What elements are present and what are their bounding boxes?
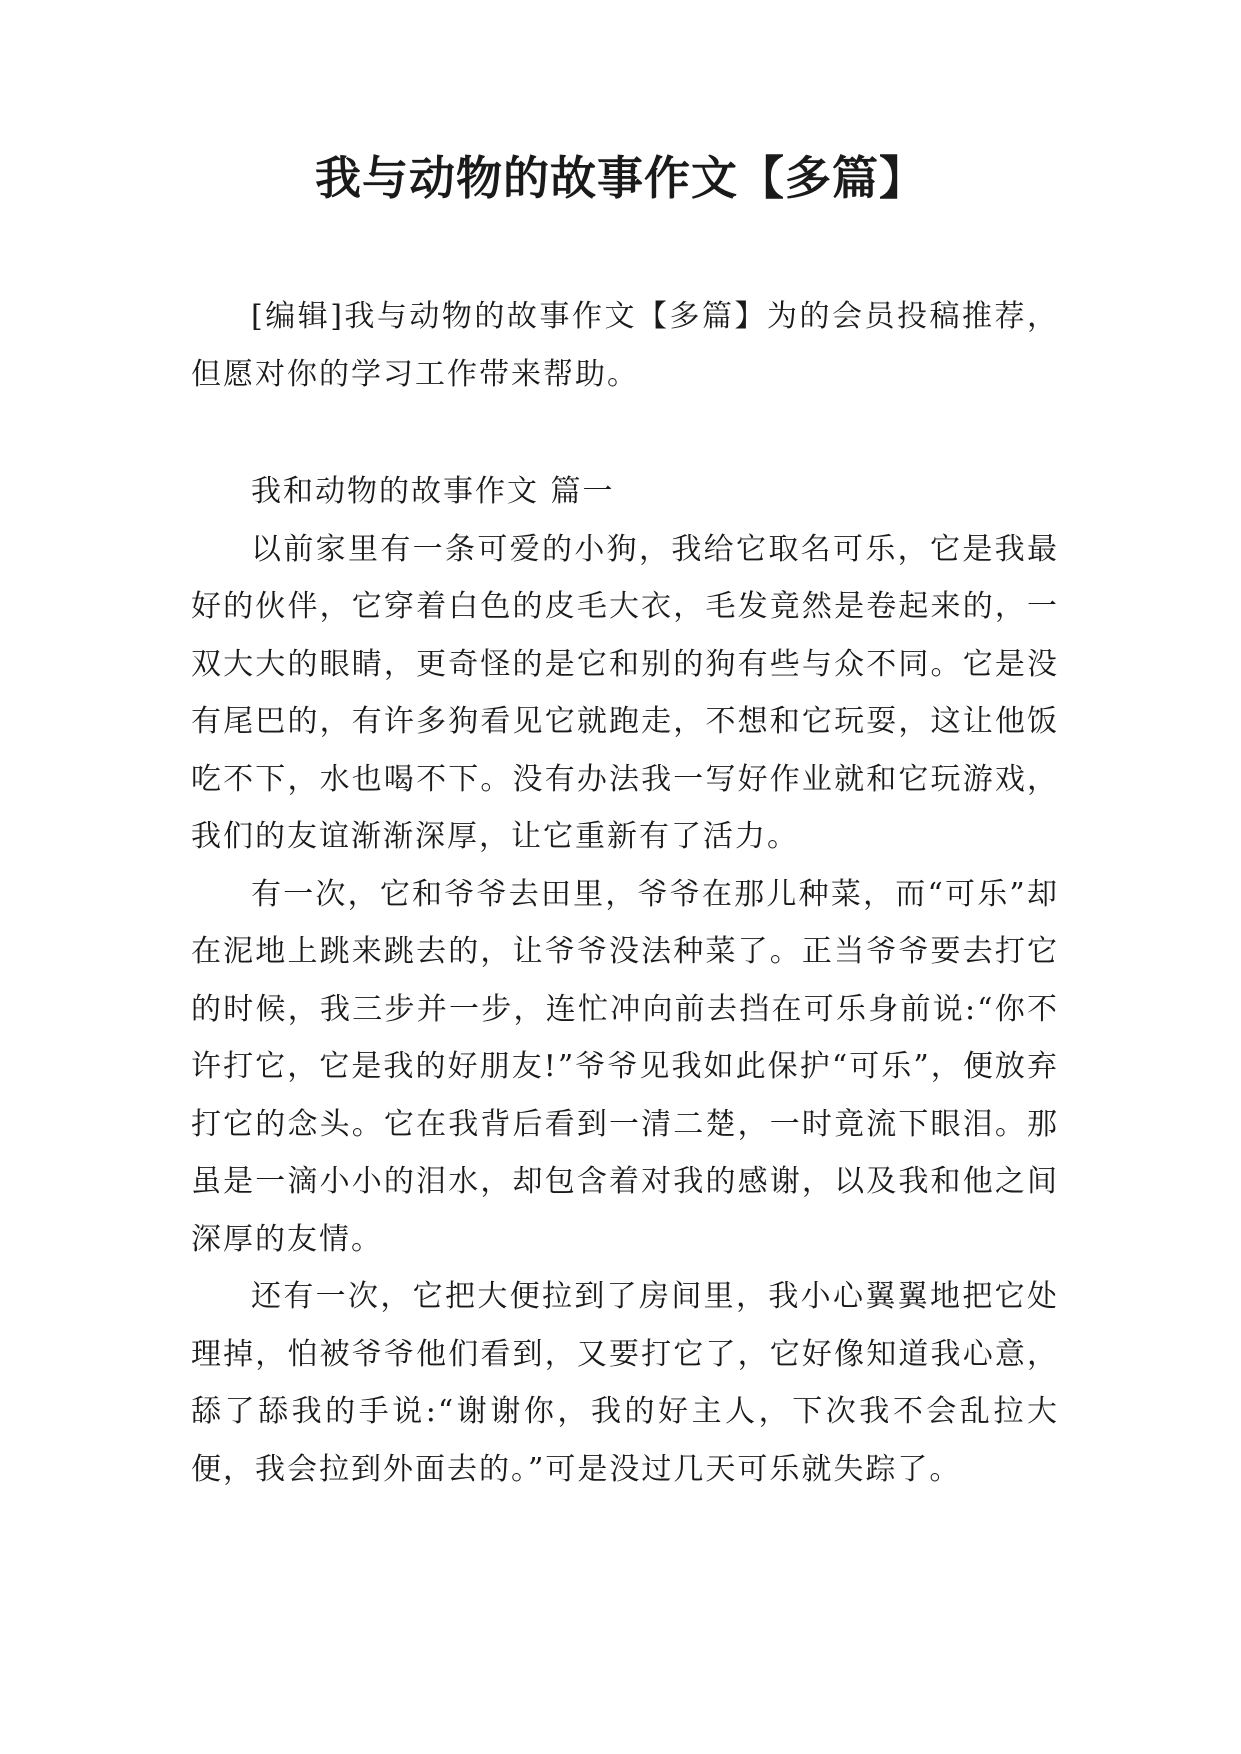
intro-paragraph: [编辑]我与动物的故事作文【多篇】为的会员投稿推荐，但愿对你的学习工作带来帮助。	[191, 299, 1059, 392]
intro-block	[191, 288, 1059, 403]
essay-paragraph-3: 还有一次，它把大便拉到了房间里，我小心翼翼地把它处理掉，怕被爷爷他们看到，又要打它了，它好像知道我心意，舔了舔我的手说:“谢谢你，我的好主人，下次我不会乱拉大便，我会拉到外面去的。”可是没过几天可乐就失踪了。	[191, 1279, 1059, 1487]
section-heading: 我和动物的故事作文 篇一	[251, 474, 615, 509]
essay-body	[191, 463, 1059, 1498]
essay-paragraph-1: 以前家里有一条可爱的小狗，我给它取名可乐，它是我最好的伙伴，它穿着白色的皮毛大衣，毛发竟然是卷起来的，一双大大的眼睛，更奇怪的是它和别的狗有些与众不同。它是没有尾巴的，有许多狗看见它就跑走，不想和它玩耍，这让他饭吃不下，水也喝不下。没有办法我一写好作业就和它玩游戏，我们的友谊渐渐深厚，让它重新有了活力。	[191, 531, 1059, 854]
document-title: 我与动物的故事作文【多篇】	[315, 151, 926, 205]
essay-paragraph-2: 有一次，它和爷爷去田里，爷爷在那儿种菜，而“可乐”却在泥地上跳来跳去的，让爷爷没法种菜了。正当爷爷要去打它的时候，我三步并一步，连忙冲向前去挡在可乐身前说:“你不许打它，它是我的好朋友!”爷爷见我如此保护“可乐”，便放弃打它的念头。它在我背后看到一清二楚，一时竟流下眼泪。那虽是一滴小小的泪水，却包含着对我的感谢，以及我和他之间深厚的友情。	[191, 876, 1059, 1257]
